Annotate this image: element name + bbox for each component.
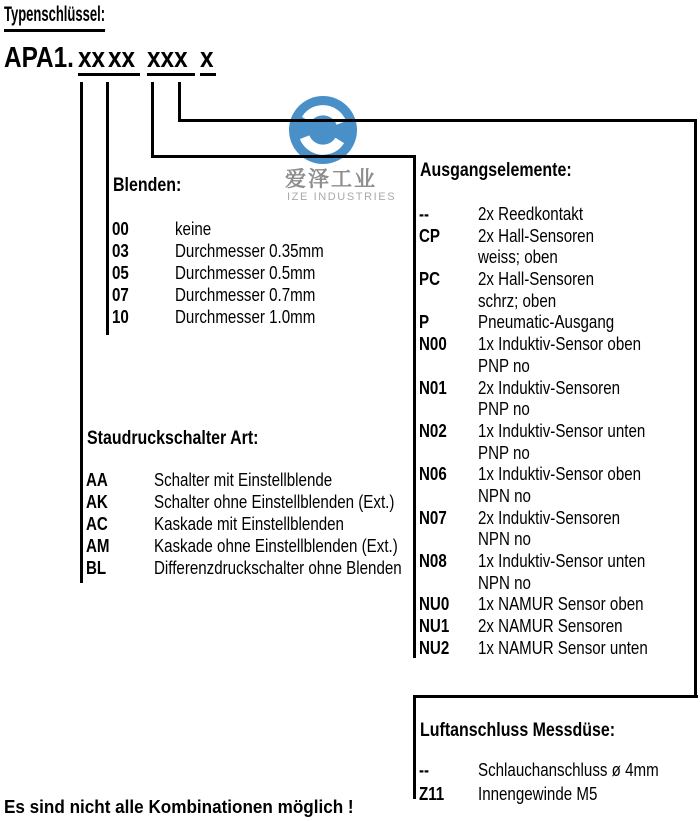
description-cell: 1x Induktiv-Sensor unten <box>478 551 646 571</box>
watermark-en-text: IZE INDUSTRIES <box>287 191 397 203</box>
description-cell: 2x Induktiv-Sensoren <box>478 507 621 528</box>
code-cell: NU1 <box>419 616 450 637</box>
list-row <box>419 291 689 313</box>
code-cell: AK <box>86 492 108 512</box>
list-row <box>112 285 372 307</box>
list-row <box>419 204 689 226</box>
code-cell: 00 <box>112 219 129 239</box>
list-row <box>419 247 689 269</box>
description-cell: 1x Induktiv-Sensor unten <box>478 420 646 441</box>
connector-line-luft-horizontal <box>178 119 697 122</box>
description-cell: Schalter ohne Einstellblenden (Ext.) <box>154 492 395 512</box>
description-cell: 2x NAMUR Sensoren <box>478 616 623 637</box>
staudruckschalter-heading: Staudruckschalter Art: <box>87 428 259 449</box>
description-cell: Kaskade mit Einstellblenden <box>154 514 344 534</box>
list-row <box>419 760 689 784</box>
blenden-heading: Blenden: <box>113 175 182 196</box>
ausgangselemente-heading: Ausgangselemente: <box>420 160 572 181</box>
description-cell: Innengewinde M5 <box>478 783 598 804</box>
description-cell: Durchmesser 0.35mm <box>175 241 324 261</box>
footer-note: Es sind nicht alle Kombinationen möglich ! <box>4 797 354 817</box>
list-row <box>112 307 372 329</box>
blenden-list <box>112 219 372 329</box>
list-row <box>419 594 689 616</box>
description-cell: Pneumatic-Ausgang <box>478 312 615 333</box>
description-cell: PNP no <box>478 399 530 420</box>
list-row <box>419 573 689 595</box>
code-cell: CP <box>419 225 441 246</box>
description-cell: keine <box>175 219 212 239</box>
description-cell: Durchmesser 1.0mm <box>175 307 316 327</box>
code-cell: 07 <box>112 285 129 305</box>
description-cell: Durchmesser 0.7mm <box>175 285 316 305</box>
list-row <box>419 616 689 638</box>
watermark-cn-text: 爱泽工业 <box>285 168 377 191</box>
connector-line-blenden <box>106 82 109 335</box>
list-row <box>419 269 689 291</box>
luft-box-top-border <box>413 695 698 698</box>
list-row <box>419 551 689 573</box>
code-cell: N07 <box>419 507 447 528</box>
list-row <box>419 464 689 486</box>
code-cell: 03 <box>112 241 129 261</box>
description-cell: Schlauchanschluss ø 4mm <box>478 760 659 780</box>
code-cell: N06 <box>419 464 447 485</box>
list-row <box>112 219 372 241</box>
description-cell: 2x Reedkontakt <box>478 204 584 224</box>
ausgang-box-left-border <box>413 155 416 658</box>
code-cell: 05 <box>112 263 129 283</box>
type-code-prefix: APA1. <box>4 42 74 74</box>
code-cell: N01 <box>419 377 447 398</box>
list-row <box>419 421 689 443</box>
staudruckschalter-list <box>86 470 406 580</box>
description-cell: NPN no <box>478 485 531 506</box>
description-cell: NPN no <box>478 529 531 550</box>
list-row <box>419 508 689 530</box>
luft-box-left-border <box>413 695 416 799</box>
type-code-group-2: xx <box>108 42 136 74</box>
list-row <box>419 334 689 356</box>
connector-line-luft-vertical <box>178 82 181 122</box>
list-row <box>86 536 406 558</box>
list-row <box>419 356 689 378</box>
page-title: Typenschlüssel: <box>4 3 105 32</box>
description-cell: PNP no <box>478 355 530 376</box>
list-row <box>86 492 406 514</box>
type-code-group-1: xx <box>78 42 106 74</box>
connector-line-ausgang-vertical <box>151 82 154 158</box>
list-row <box>86 470 406 492</box>
luftanschluss-list <box>419 760 689 807</box>
type-code-group-4: x <box>200 42 214 74</box>
list-row <box>419 638 689 660</box>
code-cell: AM <box>86 536 110 556</box>
list-row <box>419 784 689 808</box>
ize-logo-icon <box>288 96 358 164</box>
description-cell: 2x Hall-Sensoren <box>478 225 594 246</box>
code-cell: NU2 <box>419 637 450 658</box>
list-row <box>112 241 372 263</box>
list-row <box>419 486 689 508</box>
description-cell: Durchmesser 0.5mm <box>175 263 316 283</box>
description-cell: 2x Hall-Sensoren <box>478 269 594 290</box>
luftanschluss-heading: Luftanschluss Messdüse: <box>420 720 616 741</box>
code-cell: -- <box>419 760 430 780</box>
type-code-group-3: xxx <box>147 42 188 74</box>
code-cell: N00 <box>419 334 447 355</box>
connector-line-staudruckschalter <box>80 82 83 583</box>
description-cell: Schalter mit Einstellblende <box>154 470 333 490</box>
list-row <box>419 226 689 248</box>
description-cell: Differenzdruckschalter ohne Blenden <box>154 558 402 578</box>
connector-line-luft-right <box>694 119 697 698</box>
description-cell: 1x NAMUR Sensor oben <box>478 594 644 615</box>
description-cell: PNP no <box>478 442 530 463</box>
list-row <box>419 378 689 400</box>
code-cell: AA <box>86 470 108 490</box>
list-row <box>112 263 372 285</box>
list-row <box>419 312 689 334</box>
connector-line-ausgang-horizontal <box>151 155 416 158</box>
code-cell: NU0 <box>419 594 450 615</box>
list-row <box>86 514 406 536</box>
list-row <box>419 399 689 421</box>
description-cell: Kaskade ohne Einstellblenden (Ext.) <box>154 536 398 556</box>
description-cell: 1x Induktiv-Sensor oben <box>478 334 642 355</box>
code-cell: N02 <box>419 420 447 441</box>
code-cell: BL <box>86 558 107 578</box>
ausgangselemente-list <box>419 204 689 659</box>
list-row <box>86 558 406 580</box>
description-cell: NPN no <box>478 572 531 593</box>
code-cell: PC <box>419 269 441 290</box>
list-row <box>419 443 689 465</box>
list-row <box>419 529 689 551</box>
description-cell: 1x NAMUR Sensor unten <box>478 637 648 658</box>
description-cell: weiss; oben <box>478 247 558 268</box>
code-cell: Z11 <box>419 783 445 804</box>
description-cell: 1x Induktiv-Sensor oben <box>478 464 642 485</box>
code-cell: 10 <box>112 307 129 327</box>
ize-logo <box>288 96 358 169</box>
code-cell: P <box>419 312 430 333</box>
code-cell: AC <box>86 514 108 534</box>
code-cell: -- <box>419 204 430 224</box>
code-cell: N08 <box>419 551 447 571</box>
description-cell: schrz; oben <box>478 290 557 311</box>
description-cell: 2x Induktiv-Sensoren <box>478 377 621 398</box>
